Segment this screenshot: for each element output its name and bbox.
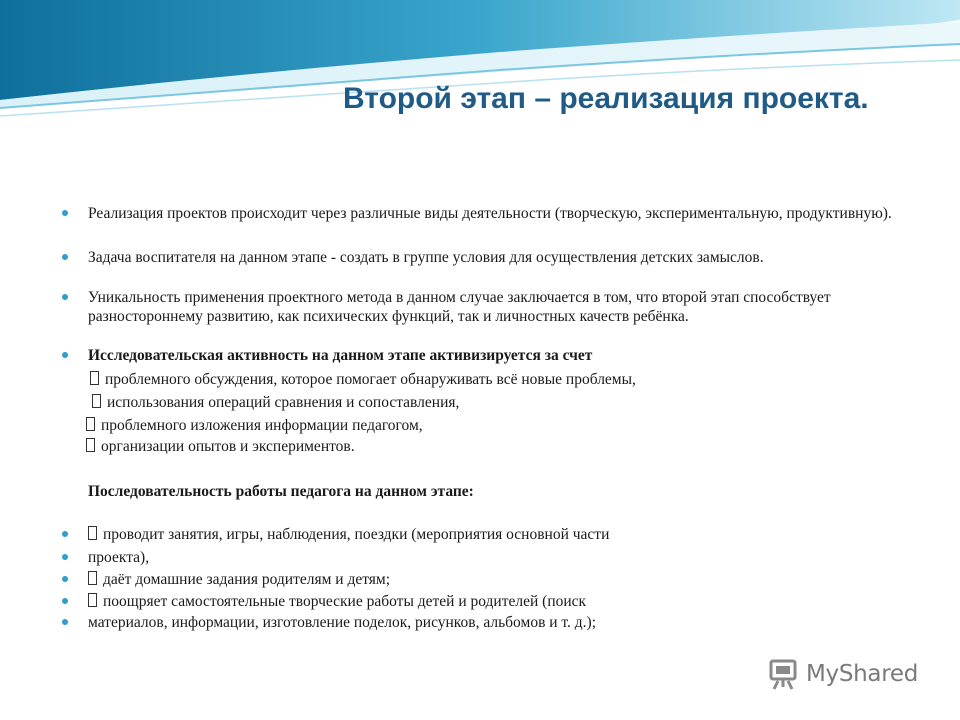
bullet-text: Задача воспитателя на данном этапе - создать в группе условия для осуществления детских замыслов.	[88, 249, 764, 266]
sub-item	[86, 437, 355, 456]
checkbox-glyph-icon	[86, 417, 95, 431]
sequence-text: поощряет самостоятельные творческие работы детей и родителей (поиск	[88, 592, 906, 611]
sub-item-text: использования операций сравнения и сопоставления,	[107, 394, 460, 411]
sub-item	[86, 416, 423, 435]
bullet-dot-icon	[62, 254, 68, 260]
checkbox-glyph-icon	[90, 371, 99, 385]
sub-item-text: организации опытов и экспериментов.	[101, 438, 355, 455]
sub-item	[92, 393, 459, 412]
checkbox-glyph-icon	[88, 593, 97, 607]
bullet-dot-icon	[62, 294, 68, 300]
checkbox-glyph-icon	[92, 394, 101, 408]
checkbox-glyph-icon	[88, 526, 97, 540]
bullet-text: Исследовательская активность на данном этапе активизируется за счет	[88, 347, 593, 364]
sequence-text: материалов, информации, изготовление поделок, рисунков, альбомов и т. д.);	[88, 614, 597, 631]
bullet-dot-icon	[62, 531, 68, 537]
checkbox-glyph-icon	[88, 571, 97, 585]
bullet-text: Реализация проектов происходит через различные виды деятельности (творческую, экспериментальную, продуктивную).	[88, 205, 892, 222]
checkbox-glyph-icon	[86, 438, 95, 452]
presentation-board-icon	[766, 657, 800, 691]
sequence-text: даёт домашние задания родителям и детям;	[88, 570, 906, 589]
sub-item-text: проблемного изложения информации педагогом,	[101, 417, 423, 434]
slide-title: Второй этап – реализация проекта.	[343, 82, 869, 115]
bullet-dot-icon	[62, 619, 68, 625]
bullet-dot-icon	[62, 554, 68, 560]
bullet-dot-icon	[62, 352, 68, 358]
watermark-brand-text: MyShared	[806, 661, 919, 687]
bullet-text: Уникальность применения проектного метода в данном случае заключается в том, что второй этап способствует разностороннему развитию, как психических функций, так и личностных качеств ребёнка.	[88, 289, 831, 325]
sequence-text: проекта),	[88, 549, 150, 566]
myshared-watermark	[766, 656, 918, 692]
sequence-text: проводит занятия, игры, наблюдения, поездки (мероприятия основной части	[88, 525, 906, 544]
bullet-dot-icon	[62, 210, 68, 216]
bullet-dot-icon	[62, 598, 68, 604]
sub-item-text: проблемного обсуждения, которое помогает обнаруживать всё новые проблемы,	[105, 371, 636, 388]
sequence-heading: Последовательность работы педагога на данном этапе:	[88, 483, 474, 500]
bullet-dot-icon	[62, 576, 68, 582]
sub-item	[90, 370, 636, 389]
